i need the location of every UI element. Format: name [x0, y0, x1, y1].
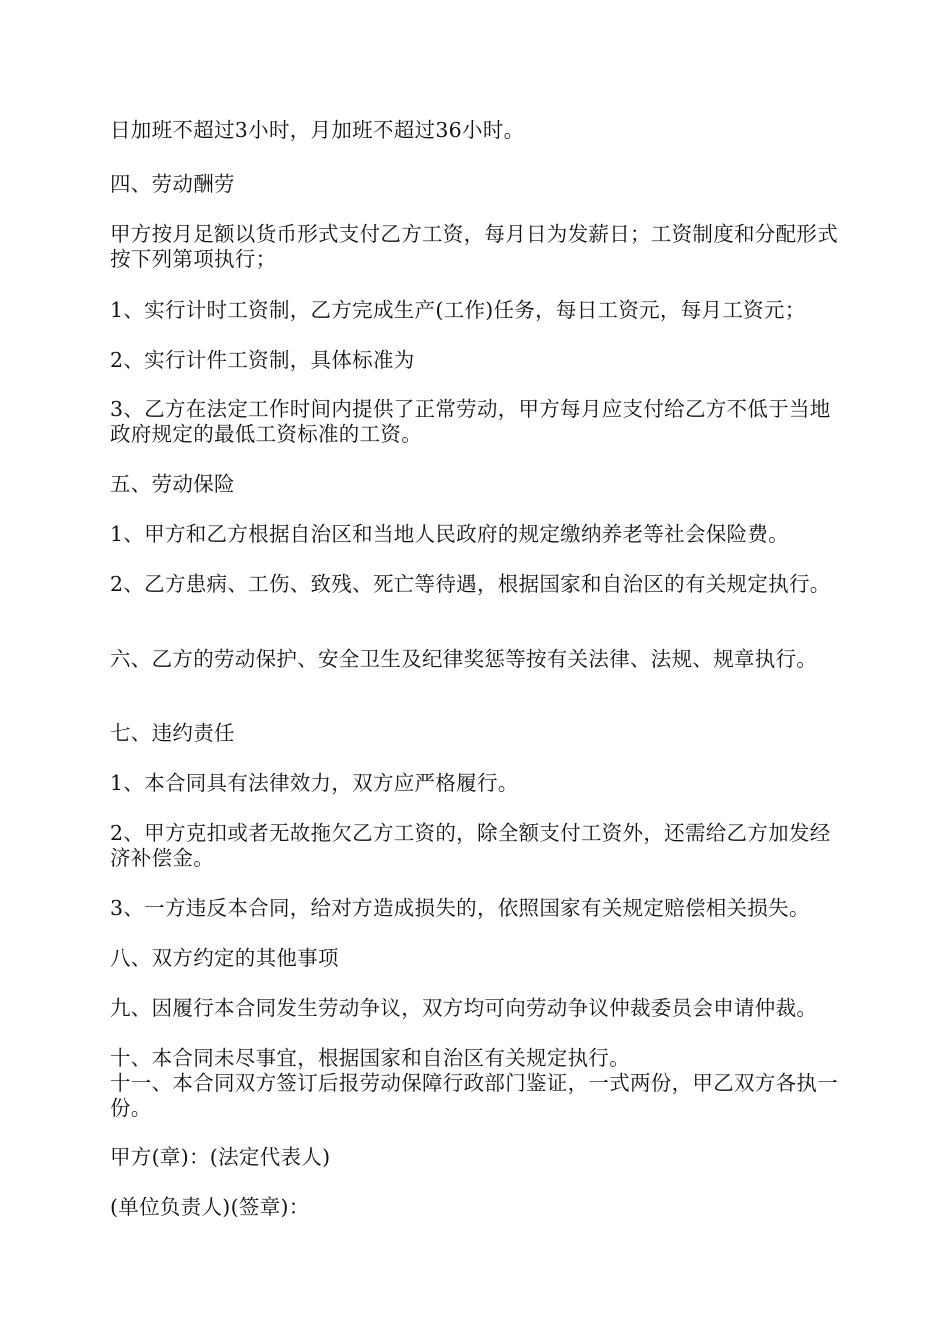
section-4-heading: 四、劳动酬劳: [110, 172, 235, 196]
section-7-heading: 七、违约责任: [110, 721, 235, 745]
section-11-paragraph: 十一、本合同双方签订后报劳动保障行政部门鉴证，一式两份，甲乙双方各执一份。: [110, 1071, 838, 1120]
wage-arrears-item: 2、甲方克扣或者无故拖欠乙方工资的，除全额支付工资外，还需给乙方加发经济补偿金。: [110, 821, 831, 870]
section-10-paragraph: 十、本合同未尽事宜，根据国家和自治区有关规定执行。: [110, 1046, 630, 1070]
section-5-heading: 五、劳动保险: [110, 472, 235, 496]
breach-compensation-item: 3、一方违反本合同，给对方造成损失的，依照国家有关规定赔偿相关损失。: [110, 896, 810, 920]
legal-effect-item: 1、本合同具有法律效力，双方应严格履行。: [110, 771, 519, 795]
injury-treatment-item: 2、乙方患病、工伤、致残、死亡等待遇，根据国家和自治区的有关规定执行。: [110, 572, 831, 596]
section-8-heading: 八、双方约定的其他事项: [110, 946, 339, 970]
piece-wage-item: 2、实行计件工资制，具体标准为: [110, 348, 415, 372]
party-a-signature-line: 甲方(章)：(法定代表人): [110, 1145, 331, 1169]
unit-head-signature-line: (单位负责人)(签章)：: [110, 1195, 310, 1219]
social-insurance-item: 1、甲方和乙方根据自治区和当地人民政府的规定缴纳养老等社会保险费。: [110, 522, 789, 546]
section-6-paragraph: 六、乙方的劳动保护、安全卫生及纪律奖惩等按有关法律、法规、规章执行。: [110, 647, 818, 671]
time-wage-item: 1、实行计时工资制，乙方完成生产(工作)任务，每日工资元，每月工资元；: [110, 298, 806, 322]
section-9-paragraph: 九、因履行本合同发生劳动争议，双方均可向劳动争议仲裁委员会申请仲裁。: [110, 996, 818, 1020]
wage-payment-paragraph: 甲方按月足额以货币形式支付乙方工资，每月日为发薪日；工资制度和分配形式按下列第项执行；: [110, 222, 838, 271]
overtime-limit-text: 日加班不超过3小时，月加班不超过36小时。: [110, 118, 525, 142]
minimum-wage-item: 3、乙方在法定工作时间内提供了正常劳动，甲方每月应支付给乙方不低于当地政府规定的最低工资标准的工资。: [110, 397, 831, 446]
